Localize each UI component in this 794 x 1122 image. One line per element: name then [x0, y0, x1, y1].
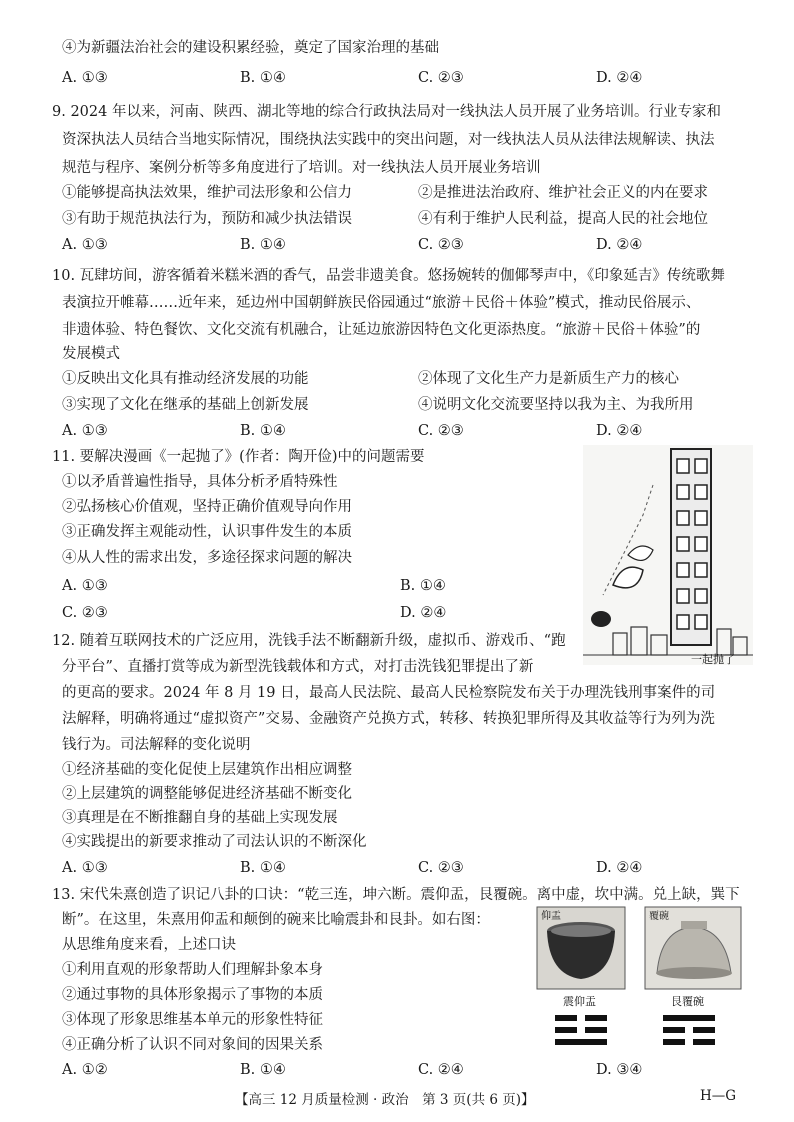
label-gen: 艮覆碗 [671, 996, 704, 1008]
q12-stem-line-3: 的更高的要求。2024 年 8 月 19 日，最高人民法院、最高人民检察院发布关于办理洗钱刑事案件的司 [62, 685, 716, 701]
q9-item-3: ③有助于规范执法行为，预防和减少执法错误 [62, 211, 352, 227]
gen-trigram-icon [663, 1015, 715, 1045]
q9-option-d: D. ②④ [596, 237, 643, 253]
q12-stem-line-1: 12. 随着互联网技术的广泛应用，洗钱手法不断翻新升级，虚拟币、游戏币、“跑 [52, 633, 566, 649]
q11-item-3: ③正确发挥主观能动性，认识事件发生的本质 [62, 524, 352, 540]
q13-stem-line-3: 从思维角度来看，上述口诀 [62, 937, 236, 953]
q12-item-3: ③真理是在不断推翻自身的基础上实现发展 [62, 810, 338, 826]
q10-item-3: ③实现了文化在继承的基础上创新发展 [62, 397, 309, 413]
q9-item-2: ②是推进法治政府、维护社会正义的内在要求 [418, 185, 708, 201]
q9-item-4: ④有利于维护人民利益，提高人民的社会地位 [418, 211, 708, 227]
q13-option-b: B. ①④ [240, 1062, 286, 1078]
q12-item-2: ②上层建筑的调整能够促进经济基础不断变化 [62, 786, 352, 802]
cartoon-caption: 一起抛了 [691, 654, 735, 665]
q13-stem-line-2: 断”。在这里，朱熹用仰盂和颠倒的碗来比喻震卦和艮卦。如右图： [62, 912, 490, 928]
q13-option-d: D. ③④ [596, 1062, 643, 1078]
q8-option-b: B. ①④ [240, 70, 286, 86]
q10-item-1: ①反映出文化具有推动经济发展的功能 [62, 371, 309, 387]
q11-option-b: B. ①④ [400, 578, 446, 594]
q12-option-c: C. ②③ [418, 860, 464, 876]
q11-stem: 11. 要解决漫画《一起抛了》(作者：陶开俭)中的问题需要 [52, 449, 425, 465]
q9-option-a: A. ①③ [62, 237, 108, 253]
q12-option-b: B. ①④ [240, 860, 286, 876]
q12-item-1: ①经济基础的变化促使上层建筑作出相应调整 [62, 762, 352, 778]
q10-item-2: ②体现了文化生产力是新质生产力的核心 [418, 371, 679, 387]
q10-item-4: ④说明文化交流要坚持以我为主、为我所用 [418, 397, 694, 413]
q9-item-1: ①能够提高执法效果，维护司法形象和公信力 [62, 185, 352, 201]
q12-stem-line-5: 钱行为。司法解释的变化说明 [62, 737, 251, 753]
q11-option-c: C. ②③ [62, 605, 108, 621]
bowls-illustration [535, 905, 745, 1055]
q10-stem-line-4: 发展模式 [62, 346, 120, 362]
q13-stem-line-1: 13. 宋代朱熹创造了识记八卦的口诀：“乾三连，坤六断。震仰盂，艮覆碗。离中虚，坎中满。兑上缺，巽下 [52, 887, 740, 903]
cartoon-illustration [583, 445, 753, 665]
q10-stem-line-3: 非遗体验、特色餐饮、文化交流有机融合，让延边旅游因特色文化更添热度。“旅游＋民俗＋体验”的 [62, 322, 701, 338]
q8-option-c: C. ②③ [418, 70, 464, 86]
q13-item-2: ②通过事物的具体形象揭示了事物的本质 [62, 987, 323, 1003]
q9-option-b: B. ①④ [240, 237, 286, 253]
q8-option-d: D. ②④ [596, 70, 643, 86]
q13-option-a: A. ①② [62, 1062, 108, 1078]
q13-item-4: ④正确分析了认识不同对象间的因果关系 [62, 1037, 323, 1053]
q12-option-a: A. ①③ [62, 860, 108, 876]
q13-item-1: ①利用直观的形象帮助人们理解卦象本身 [62, 962, 323, 978]
q10-option-a: A. ①③ [62, 423, 108, 439]
q11-item-4: ④从人性的需求出发，多途径探求问题的解决 [62, 550, 352, 566]
q11-cartoon [583, 445, 753, 665]
q12-stem-line-4: 法解释，明确将通过“虚拟资产”交易、金融资产兑换方式，转移、转换犯罪所得及其收益等行为列为洗 [62, 711, 715, 727]
label-upright-bowl: 仰盂 [541, 911, 561, 922]
q11-option-d: D. ②④ [400, 605, 447, 621]
q10-option-b: B. ①④ [240, 423, 286, 439]
q12-item-4: ④实践提出的新要求推动了司法认识的不断深化 [62, 834, 367, 850]
q10-stem-line-1: 10. 瓦肆坊间，游客循着米糕米酒的香气，品尝非遗美食。悠扬婉转的伽倻琴声中，《印象延吉》传统歌舞 [52, 268, 725, 284]
footer-page-info: 【高三 12 月质量检测 · 政治 第 3 页(共 6 页)】 [235, 1092, 535, 1108]
page-footer [0, 1088, 794, 1110]
q10-option-c: C. ②③ [418, 423, 464, 439]
q13-figure [535, 905, 745, 1055]
q12-option-d: D. ②④ [596, 860, 643, 876]
q12-stem-line-2: 分平台”、直播打赏等成为新型洗钱载体和方式，对打击洗钱犯罪提出了新 [62, 659, 534, 675]
zhen-trigram-icon [555, 1015, 607, 1045]
q9-option-c: C. ②③ [418, 237, 464, 253]
label-inverted-bowl: 覆碗 [649, 911, 669, 922]
q11-option-a: A. ①③ [62, 578, 108, 594]
q11-item-2: ②弘扬核心价值观，坚持正确价值观导向作用 [62, 499, 352, 515]
q10-option-d: D. ②④ [596, 423, 643, 439]
q9-stem-line-1: 9. 2024 年以来，河南、陕西、湖北等地的综合行政执法局对一线执法人员开展了业务培训。行业专家和 [52, 104, 721, 120]
q8-option-a: A. ①③ [62, 70, 108, 86]
q13-option-c: C. ②④ [418, 1062, 464, 1078]
q9-stem-line-2: 资深执法人员结合当地实际情况，围绕执法实践中的突出问题，对一线执法人员从法律法规解读、执法 [62, 132, 715, 148]
q8-item-4: ④为新疆法治社会的建设积累经验，奠定了国家治理的基础 [62, 40, 439, 56]
q13-item-3: ③体现了形象思维基本单元的形象性特征 [62, 1012, 323, 1028]
q11-item-1: ①以矛盾普遍性指导，具体分析矛盾特殊性 [62, 474, 338, 490]
q10-stem-line-2: 表演拉开帷幕……近年来，延边州中国朝鲜族民俗园通过“旅游＋民俗＋体验”模式，推动民俗展示、 [62, 295, 701, 311]
label-zhen: 震仰盂 [563, 996, 596, 1008]
footer-code: H—G [700, 1088, 737, 1104]
q9-stem-line-3: 规范与程序、案例分析等多角度进行了培训。对一线执法人员开展业务培训 [62, 160, 541, 176]
